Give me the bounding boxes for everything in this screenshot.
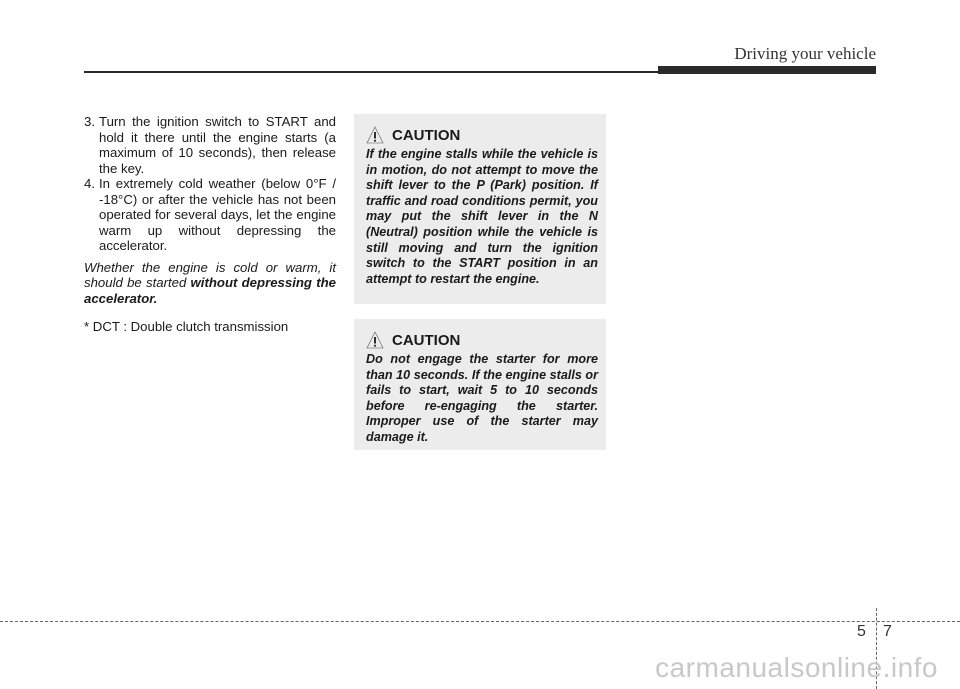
- warning-triangle-icon: [366, 331, 384, 349]
- caution-box-starter: [354, 319, 606, 450]
- caution-text: Do not engage the starter for more than 10 seconds. If the engine stalls or fails to start, wait 5 to 10 seconds before re-engaging the starter. Improper use of the starter may damage it.: [366, 352, 598, 444]
- watermark: carmanualsonline.info: [655, 652, 938, 683]
- caution-label: CAUTION: [392, 332, 461, 349]
- step-item: [84, 114, 336, 176]
- step-item: [84, 176, 336, 254]
- footer-divider: [0, 621, 960, 622]
- caution-text: If the engine stalls while the vehicle is in motion, do not attempt to move the shift lever to the P (Park) position. If traffic and road conditions permit, you may put the shift lever in the N (Neutral) position while the vehicle is still moving and turn the ignition switch to the START position in an attempt to restart the engine.: [366, 147, 598, 286]
- page-header-title: Driving your vehicle: [734, 44, 876, 63]
- section-number: 5: [857, 623, 866, 640]
- instructions-column: [84, 114, 336, 348]
- step-number: 3.: [84, 114, 95, 129]
- note-lead: Whether the engine is cold or warm, it should be started: [84, 259, 336, 290]
- caution-label: CAUTION: [392, 127, 461, 144]
- warning-triangle-icon: [366, 126, 384, 144]
- start-note: [84, 260, 336, 307]
- step-number: 4.: [84, 176, 95, 191]
- caution-header: [366, 124, 598, 144]
- page-number: 7: [883, 623, 892, 640]
- note-emphasis: without depressing the accelerator.: [84, 275, 336, 306]
- caution-header: [366, 329, 598, 349]
- header-rule: [84, 71, 660, 73]
- header-rule-accent: [658, 66, 876, 74]
- step-text: Turn the ignition switch to START and hold it there until the engine starts (a maximum of 10 seconds), then release the key.: [99, 114, 336, 176]
- step-text: In extremely cold weather (below 0°F / -18°C) or after the vehicle has not been operated for several days, let the engine warm up without depressing the accelerator.: [99, 176, 336, 253]
- dct-footnote: * DCT : Double clutch transmission: [84, 319, 289, 335]
- caution-box-stall: [354, 114, 606, 304]
